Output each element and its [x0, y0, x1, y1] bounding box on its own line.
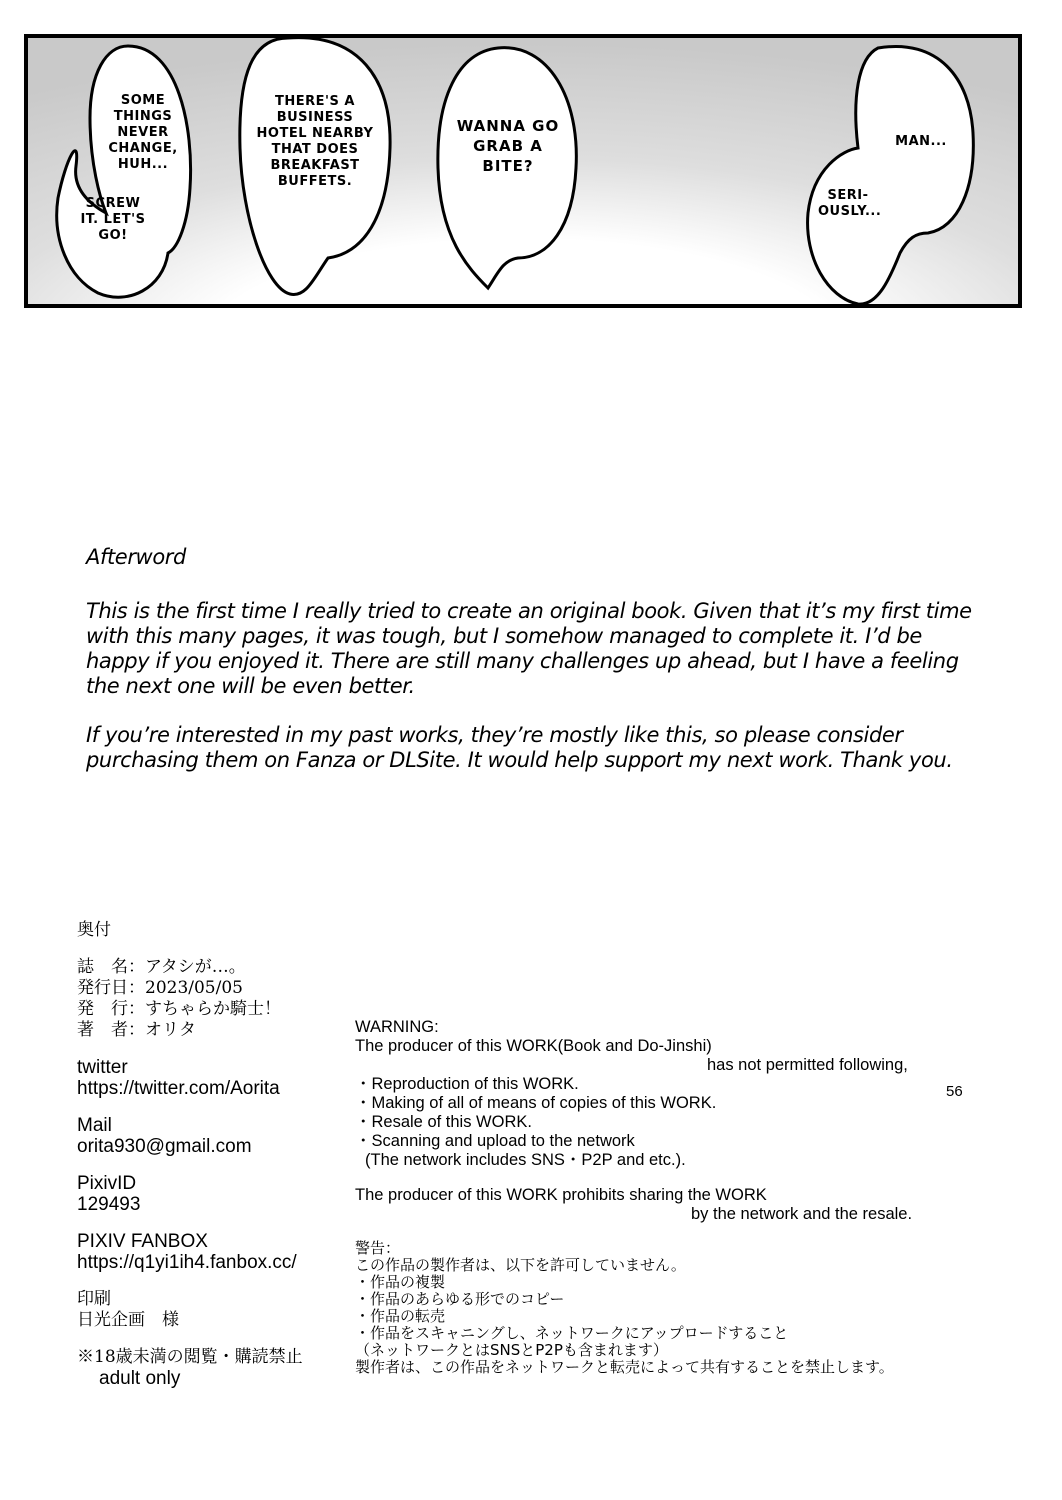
- warning-jp-item-3: ・作品の転売: [355, 1307, 446, 1325]
- warning-jp-line-1: この作品の製作者は、以下を許可していません。: [355, 1256, 686, 1274]
- warning-heading: WARNING:: [355, 1018, 439, 1036]
- author-row: 著 者：オリタ: [77, 1020, 196, 1040]
- page-number: 56: [946, 1083, 963, 1100]
- mail-link[interactable]: orita930@gmail.com: [77, 1136, 252, 1157]
- print-group: [77, 1289, 347, 1331]
- bubble-screw-it: SCREW IT. LET'S GO!: [80, 196, 146, 243]
- colophon-heading: 奥付: [77, 920, 111, 940]
- warning-item-4b: (The network includes SNS・P2P and etc.).: [365, 1151, 686, 1169]
- pixiv-label: PixivID: [77, 1173, 137, 1194]
- publisher-row: 発 行：すちゃらか騎士！: [77, 999, 281, 1019]
- fanbox-group: [77, 1231, 347, 1273]
- warning-jp-item-1: ・作品の複製: [355, 1273, 446, 1291]
- warning-line-2: has not permitted following,: [707, 1056, 908, 1074]
- title-row: 誌 名：アタシが…。: [77, 957, 246, 977]
- twitter-label: twitter: [77, 1057, 128, 1078]
- bubble-shape-man: [808, 46, 974, 304]
- print-value: 日光企画 様: [77, 1310, 179, 1330]
- twitter-group: [77, 1057, 347, 1099]
- mail-label: Mail: [77, 1115, 112, 1136]
- pixiv-group: [77, 1173, 347, 1215]
- bubble-some-things: SOME THINGS NEVER CHANGE, HUH...: [108, 93, 178, 172]
- warning-section: [355, 1018, 955, 1376]
- print-label: 印刷: [77, 1289, 111, 1309]
- warning-item-3: ・Resale of this WORK.: [355, 1113, 532, 1131]
- afterword-paragraph-1: This is the first time I really tried to create an original book. Given that it’s my first time with this many pages, it was tough, but I somehow managed to complete it. I’d be happy if you enjoyed it. There are still many challenges up ahead, but I have a feeling the next one will be even better.: [86, 599, 972, 698]
- comic-panel: [24, 34, 1022, 308]
- warning-jp-closing: 製作者は、この作品をネットワークと転売によって共有することを禁止します。: [355, 1358, 894, 1376]
- warning-jp-item-2: ・作品のあらゆる形でのコピー: [355, 1290, 565, 1308]
- age-group: [77, 1347, 347, 1389]
- bubble-wanna: WANNA GO GRAB A BITE?: [456, 117, 560, 175]
- warning-jp-heading: 警告：: [355, 1239, 401, 1257]
- afterword-paragraph-2: If you’re interested in my past works, they’re mostly like this, so please consider purchasing them on Fanza or DLSite. It would help support my next work. Thank you.: [86, 723, 953, 772]
- bubble-man: MAN...: [895, 134, 947, 149]
- mail-group: [77, 1115, 347, 1157]
- bubble-hotel: THERE'S A BUSINESS HOTEL NEARBY THAT DOES BREAKFAST BUFFETS.: [256, 94, 374, 189]
- warning-item-2: ・Making of all of means of copies of this WORK.: [355, 1094, 717, 1112]
- warning-line-1: The producer of this WORK(Book and Do-Jinshi): [355, 1037, 712, 1055]
- afterword-title: Afterword: [86, 545, 186, 569]
- afterword-section: [86, 545, 986, 797]
- twitter-link[interactable]: https://twitter.com/Aorita: [77, 1078, 280, 1099]
- warning-closing-2: by the network and the resale.: [691, 1205, 913, 1223]
- colophon-heading-group: [77, 920, 347, 941]
- fanbox-link[interactable]: https://q1yi1ih4.fanbox.cc/: [77, 1252, 297, 1273]
- fanbox-label: PIXIV FANBOX: [77, 1231, 208, 1252]
- adult-only: adult only: [99, 1368, 181, 1389]
- colophon-book-info: [77, 957, 347, 1041]
- warning-item-1: ・Reproduction of this WORK.: [355, 1075, 579, 1093]
- warning-item-4: ・Scanning and upload to the network: [355, 1132, 635, 1150]
- pixiv-id: 129493: [77, 1194, 141, 1215]
- age-notice: ※18歳未満の閲覧・購読禁止: [77, 1347, 303, 1367]
- warning-closing-1: The producer of this WORK prohibits sharing the WORK: [355, 1186, 767, 1204]
- colophon: [77, 920, 347, 1405]
- bubble-seriously: SERI- OUSLY...: [818, 188, 882, 219]
- warning-jp-item-4b: （ネットワークとはSNSとP2Pも含まれます）: [355, 1341, 668, 1359]
- date-row: 発行日：2023/05/05: [77, 978, 243, 998]
- warning-jp-item-4: ・作品をスキャニングし、ネットワークにアップロードすること: [355, 1324, 789, 1342]
